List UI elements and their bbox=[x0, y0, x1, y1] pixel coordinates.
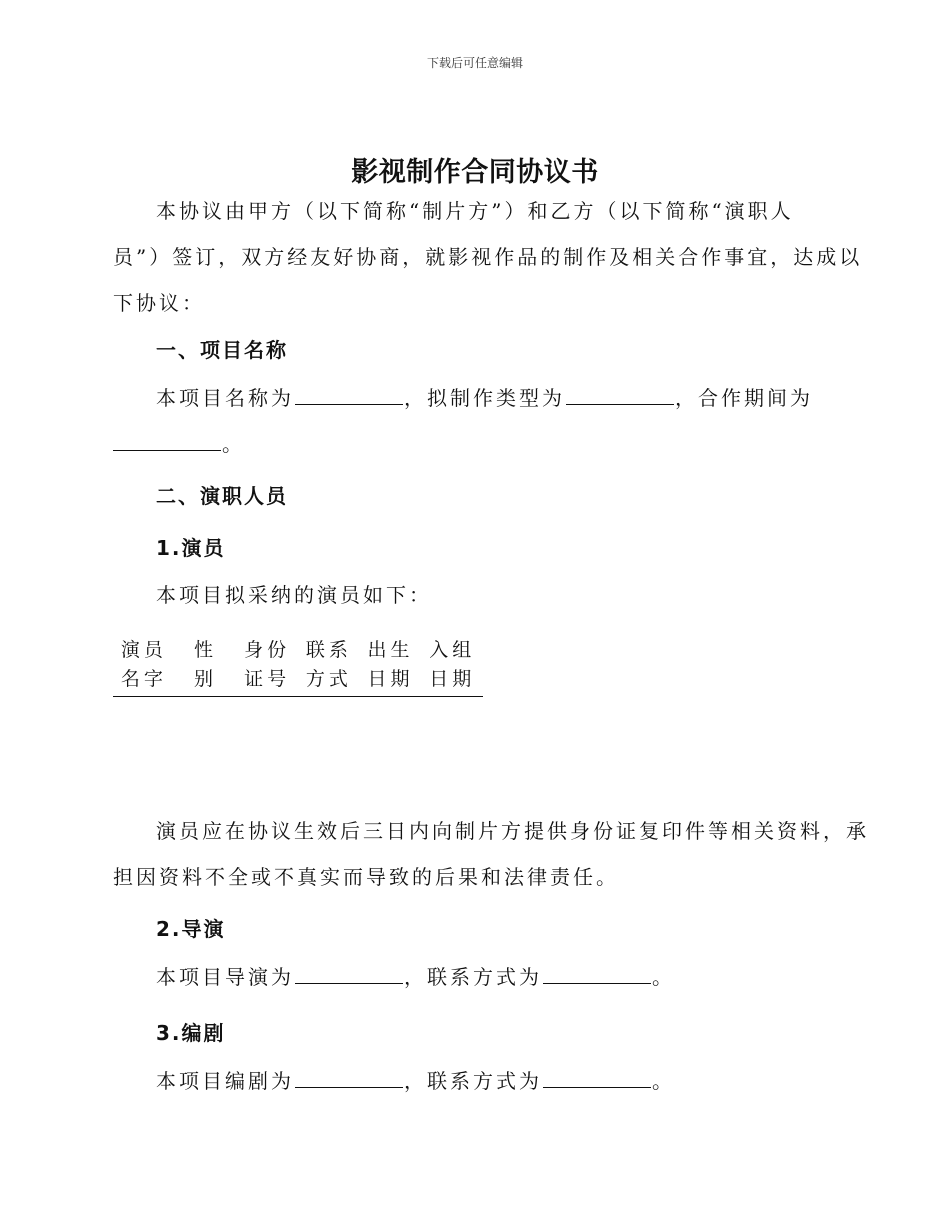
subsection-heading-director: 2.导演 bbox=[156, 917, 226, 941]
screenwriter-name-blank bbox=[295, 1066, 403, 1088]
section-heading-cast-crew: 二、演职人员 bbox=[156, 484, 288, 508]
screenwriter-line bbox=[113, 1058, 833, 1104]
intro-paragraph bbox=[113, 188, 863, 326]
actors-intro bbox=[113, 572, 833, 618]
table-header-cell: 入组 日期 bbox=[429, 639, 476, 690]
header-note: 下载后可任意编辑 bbox=[426, 56, 523, 70]
project-type-blank bbox=[566, 383, 674, 405]
director-label: 本项目导演为 bbox=[156, 965, 294, 989]
director-paragraph bbox=[113, 954, 833, 1000]
director-contact-label: ，联系方式为 bbox=[404, 965, 542, 989]
table-header-cell: 出生 日期 bbox=[367, 639, 414, 690]
cooperation-period-line bbox=[113, 421, 833, 467]
intro-line: 本协议由甲方（以下简称“制片方”）和乙方（以下简称“演职人 bbox=[156, 199, 794, 223]
screenwriter-label: 本项目编剧为 bbox=[156, 1069, 294, 1093]
intro-line: 员”）签订，双方经友好协商，就影视作品的制作及相关合作事宜，达成以 bbox=[113, 245, 863, 269]
cooperation-period-blank bbox=[113, 429, 221, 451]
actors-table-header bbox=[113, 636, 483, 697]
subsection-heading-actors: 1.演员 bbox=[156, 536, 226, 560]
screenwriter-contact-blank bbox=[543, 1066, 651, 1088]
section-heading-project-name: 一、项目名称 bbox=[156, 338, 288, 362]
project-name-label: 本项目名称为 bbox=[156, 386, 294, 410]
actors-table bbox=[113, 636, 483, 697]
director-terminator: 。 bbox=[652, 965, 675, 989]
director-line bbox=[113, 954, 833, 1000]
subsection-heading-screenwriter: 3.编剧 bbox=[156, 1021, 226, 1045]
actors-note-paragraph bbox=[113, 808, 869, 900]
table-header-cell: 身份 证号 bbox=[244, 639, 291, 690]
period-terminator: 。 bbox=[222, 432, 245, 456]
actors-note-line: 演员应在协议生效后三日内向制片方提供身份证复印件等相关资料，承 bbox=[156, 819, 869, 843]
table-header-cell: 性 别 bbox=[194, 639, 218, 690]
intro-line: 下协议： bbox=[113, 291, 205, 315]
cooperation-period-label: ，合作期间为 bbox=[675, 386, 813, 410]
actors-intro-line: 本项目拟采纳的演员如下： bbox=[156, 583, 432, 607]
table-header-cell: 联系 方式 bbox=[305, 639, 352, 690]
screenwriter-paragraph bbox=[113, 1058, 833, 1104]
project-name-blank bbox=[295, 383, 403, 405]
director-contact-blank bbox=[543, 962, 651, 984]
director-name-blank bbox=[295, 962, 403, 984]
actors-note-line: 担因资料不全或不真实而导致的后果和法律责任。 bbox=[113, 865, 619, 889]
table-header-cell: 演员 名字 bbox=[120, 639, 167, 690]
document-title: 影视制作合同协议书 bbox=[351, 157, 599, 188]
project-name-paragraph bbox=[113, 375, 833, 467]
screenwriter-terminator: 。 bbox=[652, 1069, 675, 1093]
screenwriter-contact-label: ，联系方式为 bbox=[404, 1069, 542, 1093]
project-name-line bbox=[113, 375, 833, 421]
project-type-label: ，拟制作类型为 bbox=[404, 386, 565, 410]
